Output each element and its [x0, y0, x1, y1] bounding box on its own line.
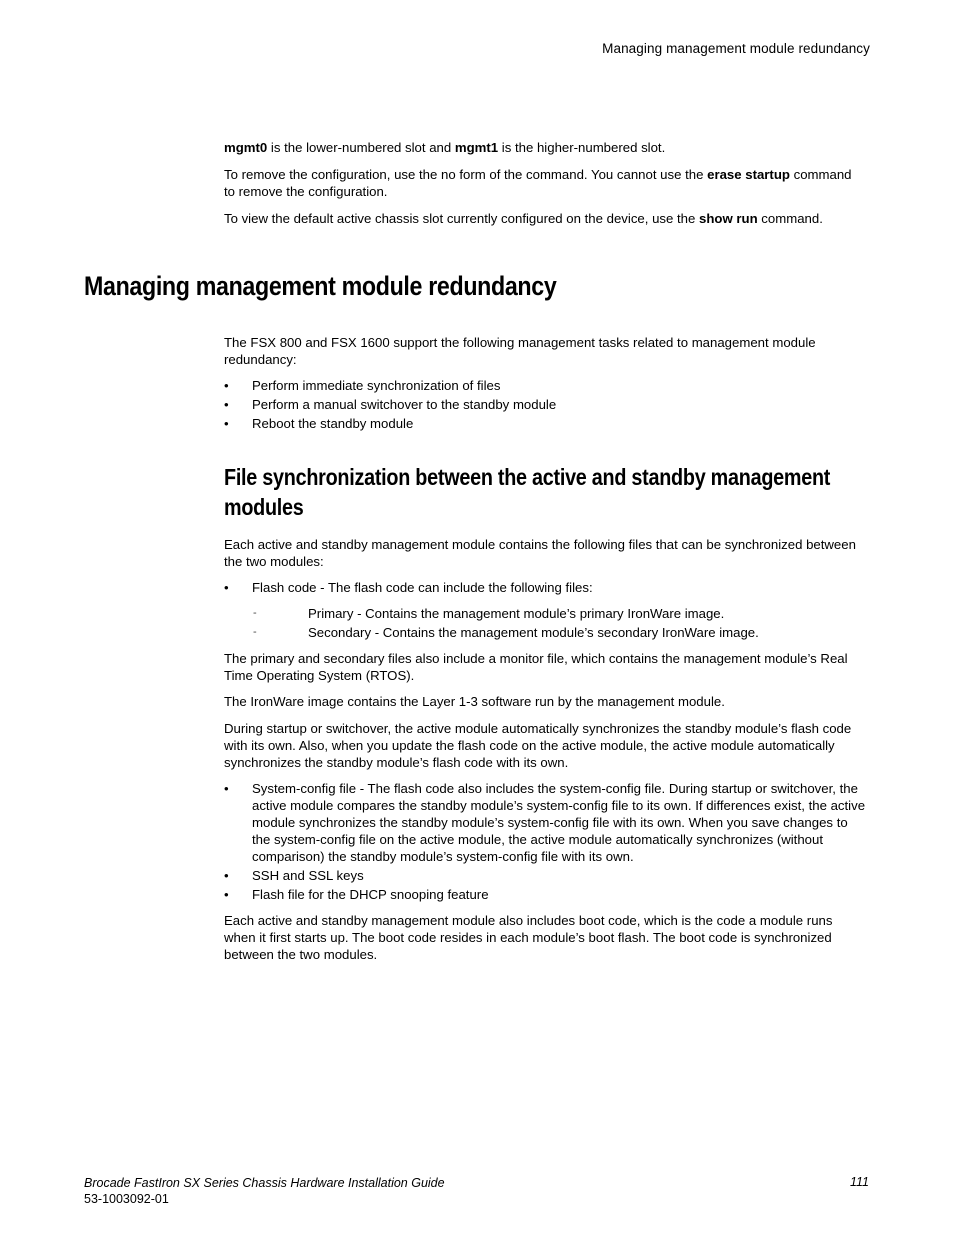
bullet-marker: • — [224, 580, 229, 595]
bullet-marker: • — [224, 887, 229, 902]
list-item — [224, 886, 866, 903]
intro-paragraph-1 — [224, 139, 866, 156]
synced-files-list — [224, 780, 866, 903]
list-item-text: Primary - Contains the management module’s primary IronWare image. — [308, 606, 725, 621]
text-run: is the higher-numbered slot. — [498, 140, 666, 155]
flash-code-list — [224, 579, 866, 596]
list-item — [224, 579, 866, 596]
bullet-marker: • — [224, 378, 229, 393]
list-item-text: Secondary - Contains the management module’s secondary IronWare image. — [308, 625, 759, 640]
intro-paragraph-2 — [224, 166, 866, 200]
section1-paragraph: The FSX 800 and FSX 1600 support the following management tasks related to management module redundancy: — [224, 335, 816, 367]
footer-doc-number: 53-1003092-01 — [84, 1192, 169, 1206]
section2-paragraph-1: Each active and standby management module contains the following files that can be synchronized between the two modules: — [224, 537, 856, 569]
footer-doc-title: Brocade FastIron SX Series Chassis Hardware Installation Guide — [84, 1176, 445, 1190]
section2-paragraph-2: The primary and secondary files also include a monitor file, which contains the management module’s Real Time Operating System (RTOS). — [224, 651, 848, 683]
mgmt0-term: mgmt0 — [224, 140, 268, 155]
section-heading-redundancy: Managing management module redundancy — [84, 271, 557, 301]
section2-paragraph-5: Each active and standby management module also includes boot code, which is the code a module runs when it first starts up. The boot code resides in each module’s boot flash. The boot code is synchronized between the two modules. — [224, 913, 833, 962]
bullet-marker: • — [224, 868, 229, 883]
show-run-term: show run — [699, 211, 758, 226]
list-item — [224, 377, 866, 394]
list-item — [224, 867, 866, 884]
text-run: To remove the configuration, use the no form of the command. You cannot use the — [224, 167, 708, 182]
list-item — [224, 624, 866, 641]
text-run: command. — [757, 211, 823, 226]
bullet-marker: • — [224, 416, 229, 431]
section2-body — [224, 536, 866, 963]
section2-paragraph-4: During startup or switchover, the active module automatically synchronizes the standby module’s flash code with its own. Also, when you update the flash code on the active module, the active module automatically synchronizes the standby module’s flash code with its own. — [224, 721, 852, 770]
bullet-marker: • — [224, 781, 229, 796]
text-run: is the lower-numbered slot and — [267, 140, 455, 155]
list-item-text: System-config file - The flash code also includes the system-config file. During startup or switchover, the active module compares the standby module’s system-config file to its own. If differences exist, the active module synchronizes the standby module’s system-config file with its own. When you save changes to the system-config file on the active module, the active module automatically synchronizes (without comparison) the standby module’s system-config file with its own. — [252, 781, 866, 864]
dash-marker: - — [253, 626, 257, 638]
task-list — [224, 377, 866, 432]
bullet-marker: • — [224, 397, 229, 412]
list-item — [224, 780, 866, 865]
list-item — [224, 415, 866, 432]
list-item-text: Perform immediate synchronization of files — [252, 378, 501, 393]
running-header: Managing management module redundancy — [602, 41, 870, 56]
list-item-text: Flash code - The flash code can include the following files: — [252, 580, 593, 595]
text-run: To view the default active chassis slot currently configured on the device, use the — [224, 211, 700, 226]
list-item — [224, 396, 866, 413]
footer-page-number: 111 — [849, 1175, 869, 1189]
intro-paragraph-3 — [224, 210, 866, 227]
section2-paragraph-3: The IronWare image contains the Layer 1-3 software run by the management module. — [224, 694, 725, 709]
subsection-heading-file-sync: File synchronization between the active and standby management modules — [224, 464, 831, 520]
text-run: command to remove the configuration. — [224, 167, 852, 199]
footer-document-info — [84, 1175, 445, 1207]
list-item-text: Flash file for the DHCP snooping feature — [252, 887, 489, 902]
image-file-list — [224, 605, 866, 641]
mgmt1-term: mgmt1 — [454, 140, 499, 155]
list-item — [224, 605, 866, 622]
intro-block — [224, 139, 866, 227]
list-item-text: SSH and SSL keys — [252, 868, 364, 883]
list-item-text: Reboot the standby module — [252, 416, 414, 431]
erase-startup-term: erase startup — [707, 167, 790, 182]
section1-body — [224, 334, 866, 432]
dash-marker: - — [253, 607, 257, 619]
list-item-text: Perform a manual switchover to the standby module — [252, 397, 557, 412]
